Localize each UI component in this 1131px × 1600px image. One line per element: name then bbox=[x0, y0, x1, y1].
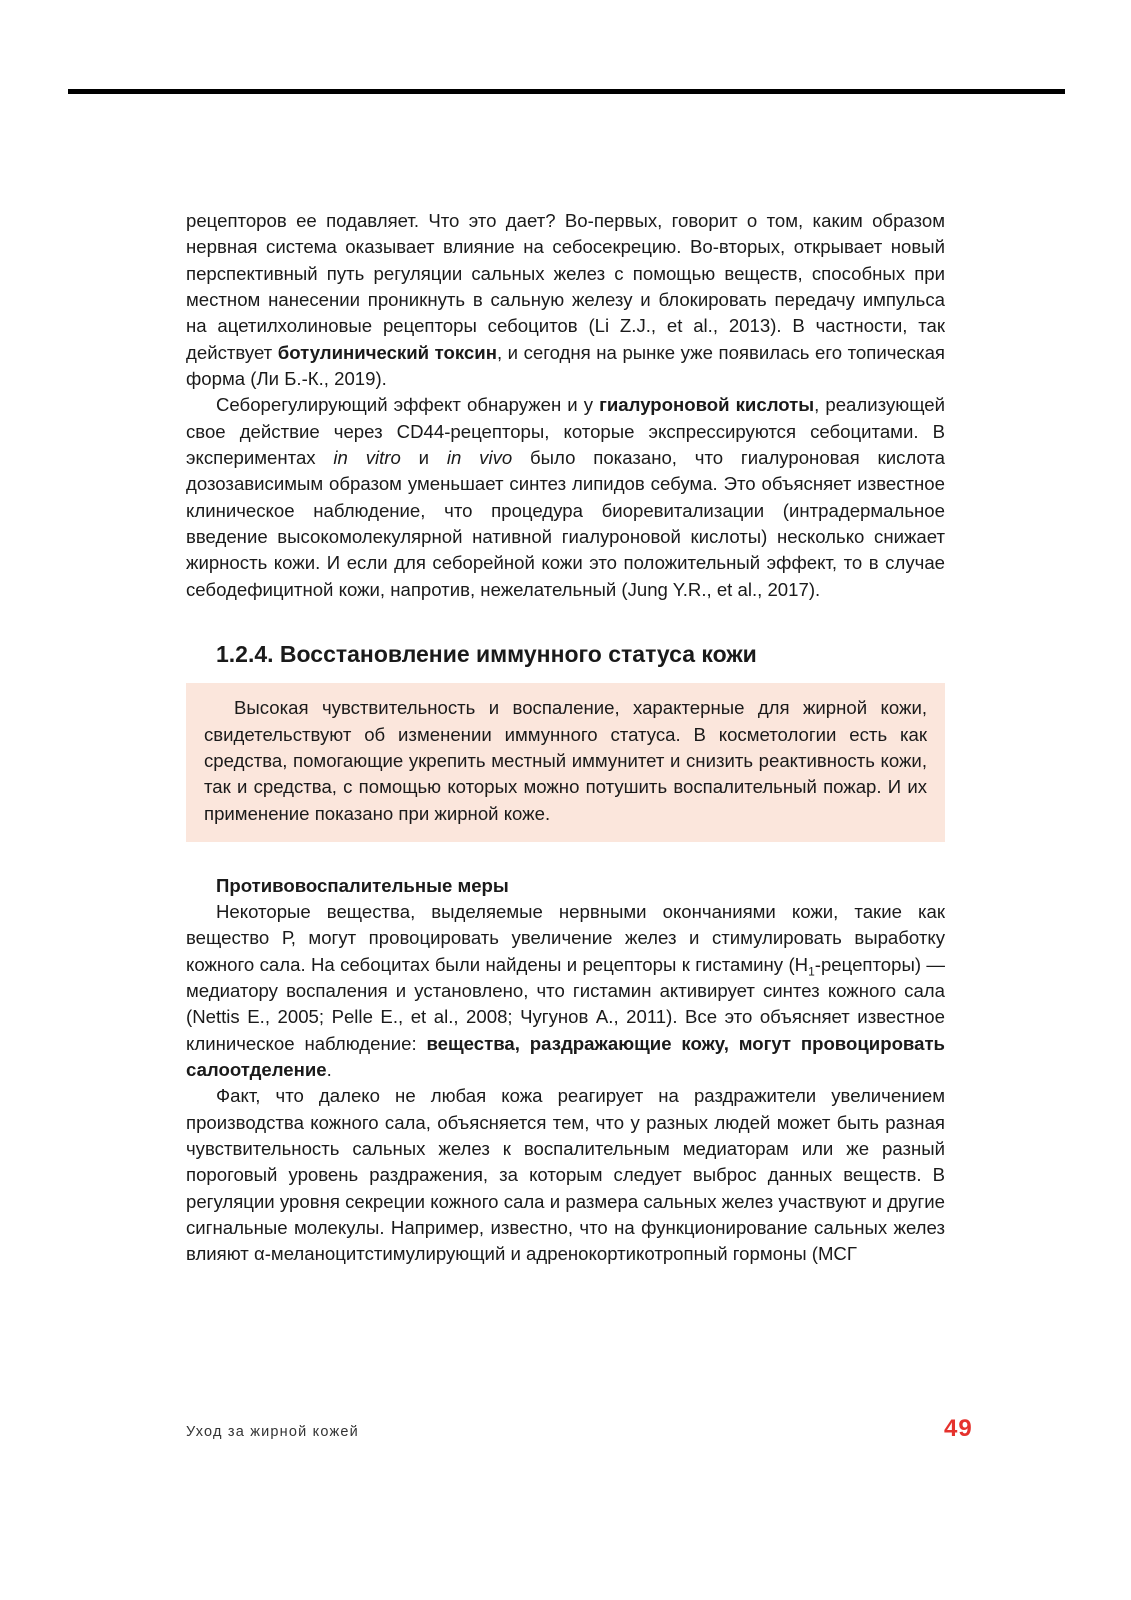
page-body bbox=[186, 208, 945, 1268]
text-run: Некоторые вещества, выделяемые нервными окончаниями кожи, такие как вещество Р, могут провоцировать увеличение желез и стимулировать выработку кожного сала. На себоцитах были найдены и рецепторы к гистамину (H bbox=[186, 900, 945, 975]
callout-box bbox=[186, 683, 945, 842]
top-rule bbox=[68, 89, 1065, 94]
paragraph bbox=[186, 392, 945, 603]
bold-text: вещества, раздражающие кожу, могут провоцировать салоотделение bbox=[186, 1032, 945, 1080]
italic-text: in vivo bbox=[446, 447, 513, 469]
text-run: , и сегодня на рынке уже появилась его топическая форма (Ли Б.-К., 2019). bbox=[186, 341, 945, 390]
text-run: -рецепторы) — медиатору воспаления и установлено, что гистамин активирует синтез кожного сала (Nettis E., 2005; Pelle E., et al., 2008; Чугунов А., 2011). Все это объясняет известное клиническое наблюдение: bbox=[186, 953, 946, 1054]
subscript-text: 1 bbox=[808, 964, 815, 979]
paragraph bbox=[186, 899, 945, 1083]
text-run: Себорегулирующий эффект обнаружен и у bbox=[216, 394, 600, 416]
running-title: Уход за жирной кожей bbox=[186, 1424, 359, 1440]
italic-text: in vitro bbox=[333, 447, 401, 469]
page-number: 49 bbox=[944, 1415, 973, 1442]
text-run: и bbox=[400, 447, 447, 469]
callout-text: Высокая чувствительность и воспаление, характерные для жирной кожи, свидетельствуют об изменении иммунного статуса. В косметологии есть как средства, помогающие укрепить местный иммунитет и снизить реактивность кожи, так и средства, с помощью которых можно потушить воспалительный пожар. И их применение показано при жирной коже. bbox=[204, 697, 927, 824]
section-heading: 1.2.4. Восстановление иммунного статуса кожи bbox=[216, 641, 757, 668]
text-run: , реализующей свое действие через CD44-рецепторы, которые экспрессируются себоцитами. В экспериментах bbox=[186, 394, 946, 469]
paragraph bbox=[186, 1083, 945, 1267]
text-run: . bbox=[326, 1058, 332, 1080]
subheading: Противовоспалительные меры bbox=[216, 874, 509, 896]
body-text-bottom bbox=[186, 899, 945, 1268]
paragraph bbox=[186, 208, 945, 392]
body-text-top bbox=[186, 208, 945, 603]
bold-text: гиалуроновой кислоты bbox=[599, 394, 815, 416]
text-run: Факт, что далеко не любая кожа реагирует на раздражители увеличением производства кожного сала, объясняется тем, что у разных людей может быть разная чувствительность сальных желез к воспалительным медиаторам или же разный пороговый уровень раздражения, за которым следует выброс данных веществ. В регуляции уровня секреции кожного сала и размера сальных желез участвуют и другие сигнальные молекулы. Например, известно, что на функционирование сальных желез влияют α-меланоцитстимулирующий и адренокортикотропный гормоны (МСГ bbox=[186, 1085, 945, 1265]
text-run: рецепторов ее подавляет. Что это дает? Во-первых, говорит о том, каким образом нервная система оказывает влияние на себосекрецию. Во-вторых, открывает новый перспективный путь регуляции сальных желез с помощью веществ, способных при местном нанесении проникнуть в сальную железу и блокировать передачу импульса на ацетилхолиновые рецепторы себоцитов (Li Z.J., et al., 2013). В частности, так действует bbox=[186, 210, 945, 363]
bold-text: ботулинический токсин bbox=[277, 341, 497, 363]
text-run: было показано, что гиалуроновая кислота дозозависимым образом уменьшает синтез липидов себума. Это объясняет известное клиническое наблюдение, что процедура биоревитализации (интрадермальное введение высокомолекулярной нативной гиалуроновой кислоты) несколько снижает жирность кожи. И если для себорейной кожи это положительный эффект, то в случае себодефицитной кожи, напротив, нежелательный (Jung Y.R., et al., 2017). bbox=[186, 447, 946, 600]
